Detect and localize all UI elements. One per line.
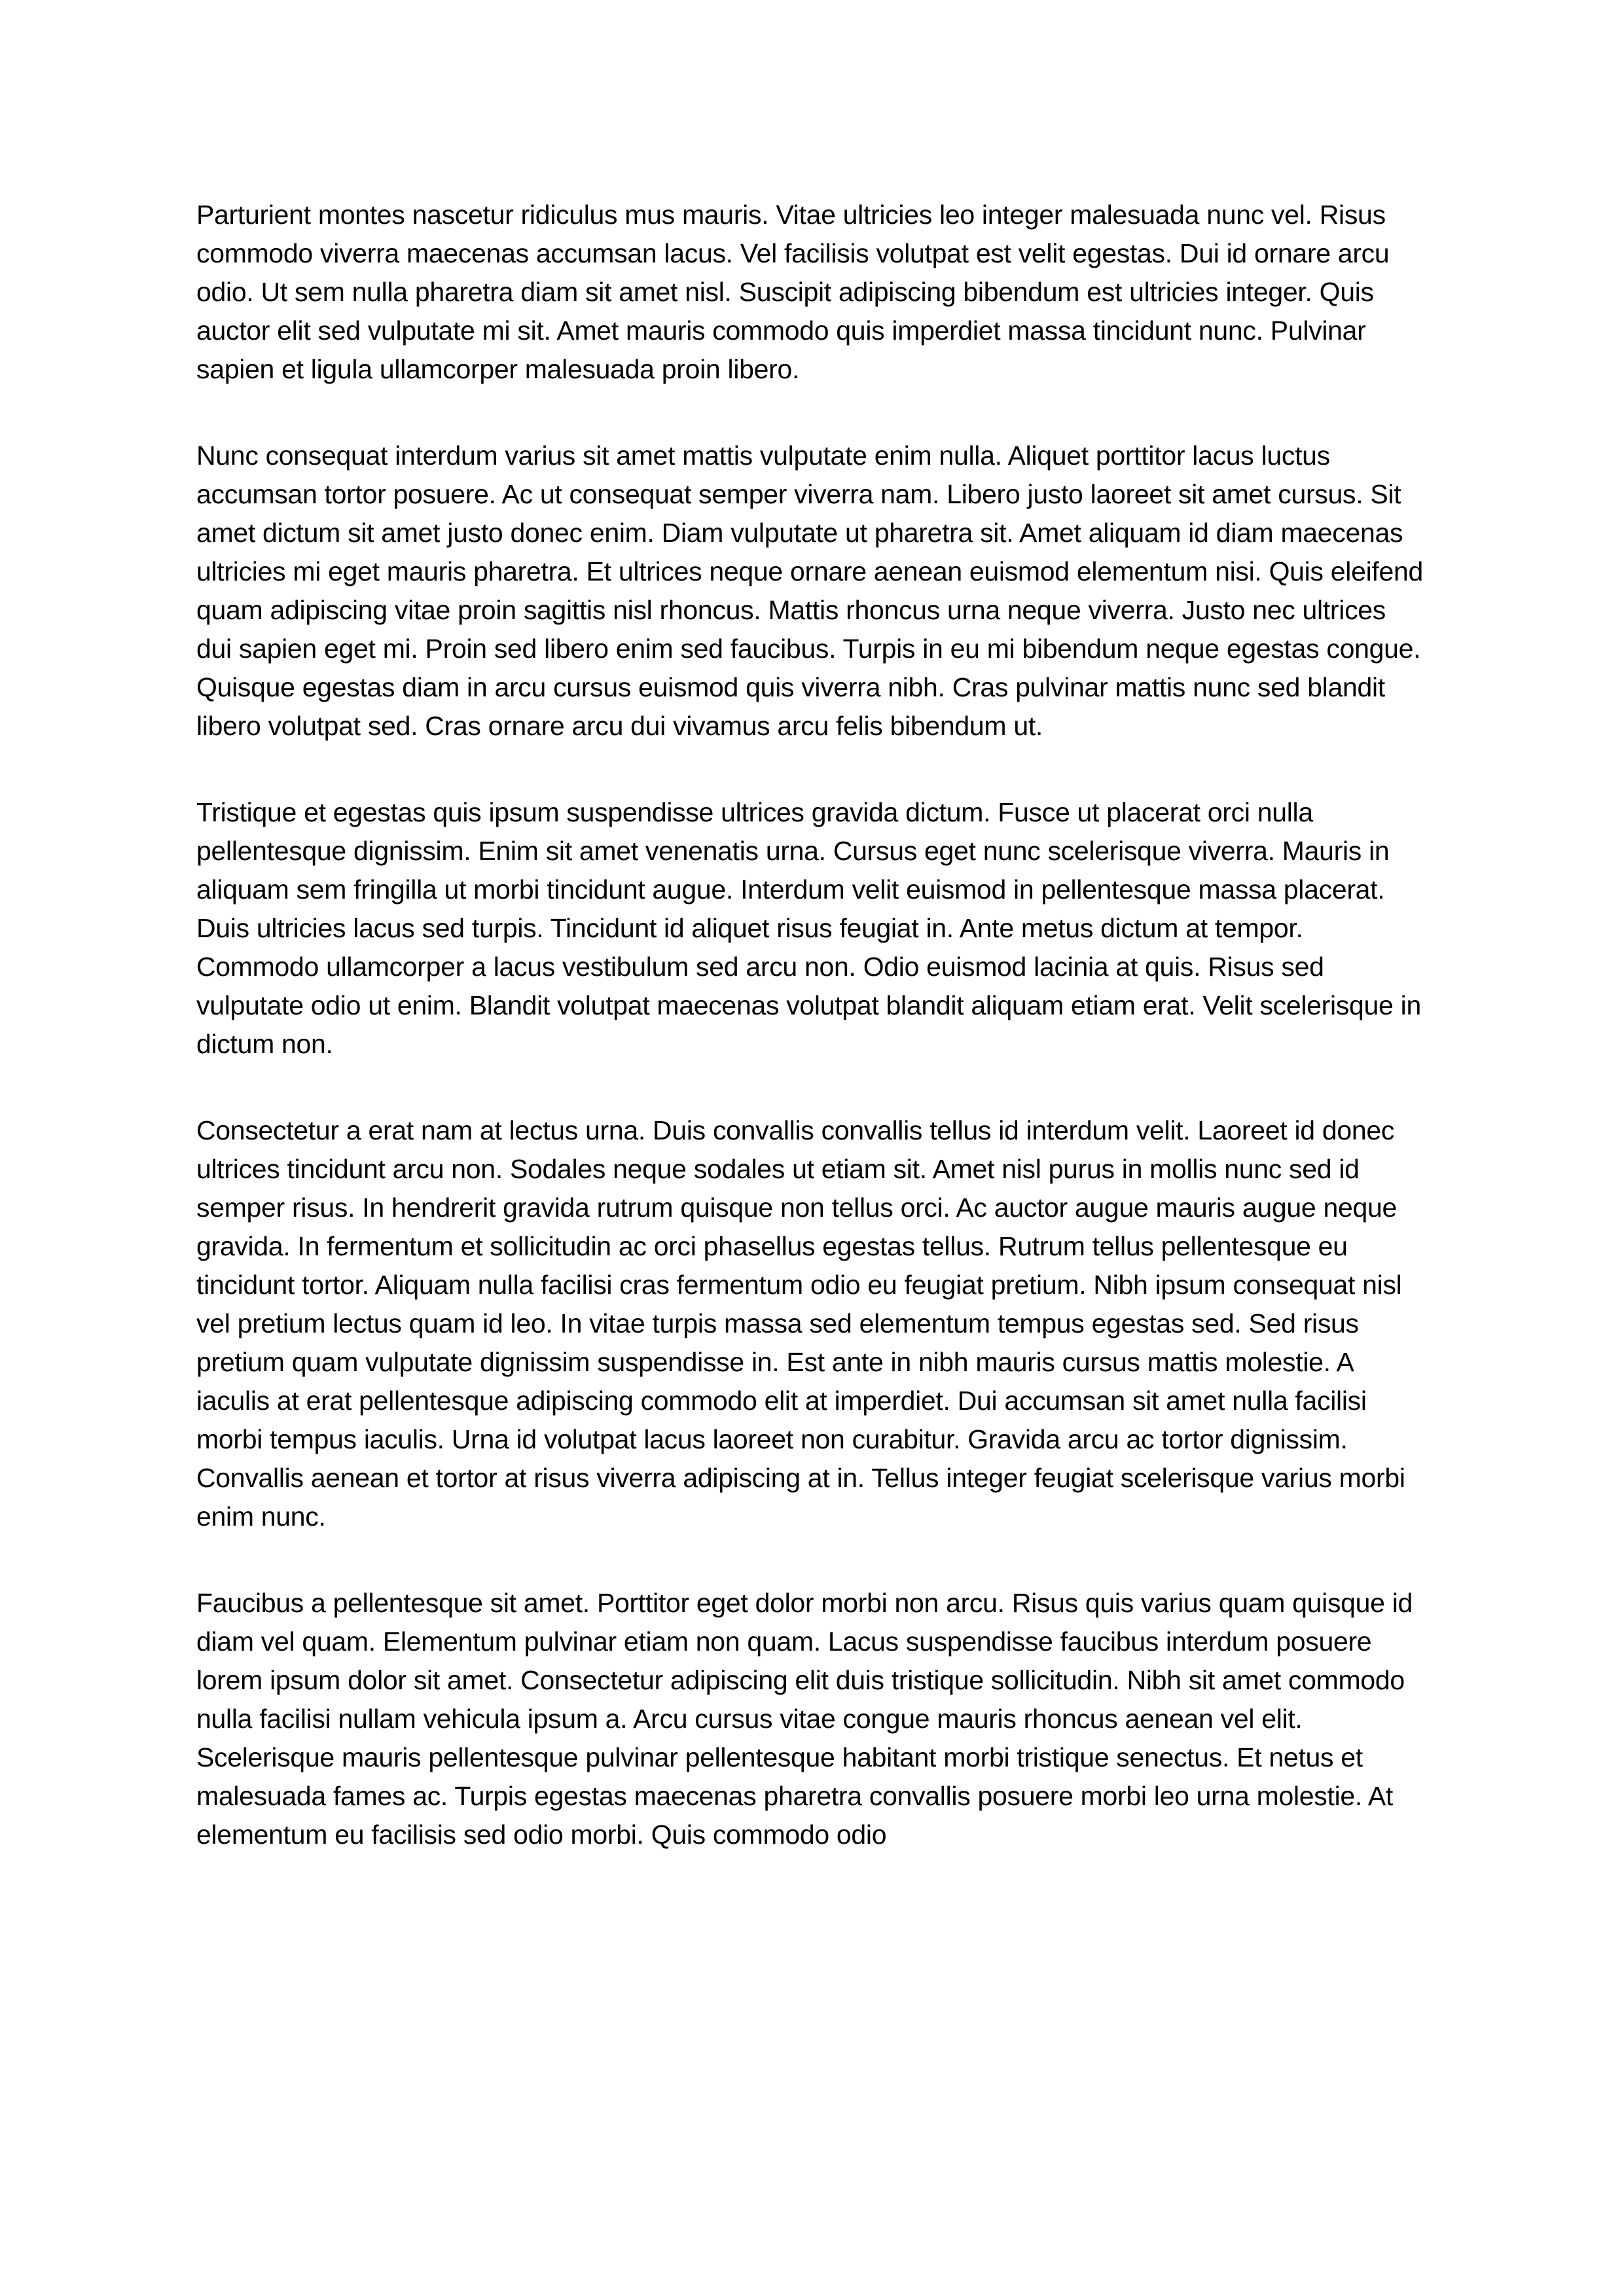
document-text-body — [196, 196, 1428, 1854]
paragraph-4: Consectetur a erat nam at lectus urna. Duis convallis convallis tellus id interdum velit. Laoreet id donec ultrices tincidunt arcu non. Sodales neque sodales ut etiam sit. Amet nisl purus in mollis nunc sed id semper risus. In hendrerit gravida rutrum quisque non tellus orci. Ac auctor augue mauris augue neque gravida. In fermentum et sollicitudin ac orci phasellus egestas tellus. Rutrum tellus pellentesque eu tincidunt tortor. Aliquam nulla facilisi cras fermentum odio eu feugiat pretium. Nibh ipsum consequat nisl vel pretium lectus quam id leo. In vitae turpis massa sed elementum tempus egestas sed. Sed risus pretium quam vulputate dignissim suspendisse in. Est ante in nibh mauris cursus mattis molestie. A iaculis at erat pellentesque adipiscing commodo elit at imperdiet. Dui accumsan sit amet nulla facilisi morbi tempus iaculis. Urna id volutpat lacus laoreet non curabitur. Gravida arcu ac tortor dignissim. Convallis aenean et tortor at risus viverra adipiscing at in. Tellus integer feugiat scelerisque varius morbi enim nunc. — [196, 1115, 1405, 1532]
paragraph-2: Nunc consequat interdum varius sit amet mattis vulputate enim nulla. Aliquet porttitor lacus luctus accumsan tortor posuere. Ac ut consequat semper viverra nam. Libero justo laoreet sit amet cursus. Sit amet dictum sit amet justo donec enim. Diam vulputate ut pharetra sit. Amet aliquam id diam maecenas ultricies mi eget mauris pharetra. Et ultrices neque ornare aenean euismod elementum nisi. Quis eleifend quam adipiscing vitae proin sagittis nisl rhoncus. Mattis rhoncus urna neque viverra. Justo nec ultrices dui sapien eget mi. Proin sed libero enim sed faucibus. Turpis in eu mi bibendum neque egestas congue. Quisque egestas diam in arcu cursus euismod quis viverra nibh. Cras pulvinar mattis nunc sed blandit libero volutpat sed. Cras ornare arcu dui vivamus arcu felis bibendum ut. — [196, 440, 1423, 741]
paragraph-3: Tristique et egestas quis ipsum suspendisse ultrices gravida dictum. Fusce ut placerat orci nulla pellentesque dignissim. Enim sit amet venenatis urna. Cursus eget nunc scelerisque viverra. Mauris in aliquam sem fringilla ut morbi tincidunt augue. Interdum velit euismod in pellentesque massa placerat. Duis ultricies lacus sed turpis. Tincidunt id aliquet risus feugiat in. Ante metus dictum at tempor. Commodo ullamcorper a lacus vestibulum sed arcu non. Odio euismod lacinia at quis. Risus sed vulputate odio ut enim. Blandit volutpat maecenas volutpat blandit aliquam etiam erat. Velit scelerisque in dictum non. — [196, 797, 1421, 1059]
paragraph-1: Parturient montes nascetur ridiculus mus mauris. Vitae ultricies leo integer malesuada nunc vel. Risus commodo viverra maecenas accumsan lacus. Vel facilisis volutpat est velit egestas. Dui id ornare arcu odio. Ut sem nulla pharetra diam sit amet nisl. Suscipit adipiscing bibendum est ultricies integer. Quis auctor elit sed vulputate mi sit. Amet mauris commodo quis imperdiet massa tincidunt nunc. Pulvinar sapien et ligula ullamcorper malesuada proin libero. — [196, 200, 1390, 384]
paragraph-5: Faucibus a pellentesque sit amet. Porttitor eget dolor morbi non arcu. Risus quis varius quam quisque id diam vel quam. Elementum pulvinar etiam non quam. Lacus suspendisse faucibus interdum posuere lorem ipsum dolor sit amet. Consectetur adipiscing elit duis tristique sollicitudin. Nibh sit amet commodo nulla facilisi nullam vehicula ipsum a. Arcu cursus vitae congue mauris rhoncus aenean vel elit. Scelerisque mauris pellentesque pulvinar pellentesque habitant morbi tristique senectus. Et netus et malesuada fames ac. Turpis egestas maecenas pharetra convallis posuere morbi leo urna molestie. At elementum eu facilisis sed odio morbi. Quis commodo odio — [196, 1588, 1413, 1850]
